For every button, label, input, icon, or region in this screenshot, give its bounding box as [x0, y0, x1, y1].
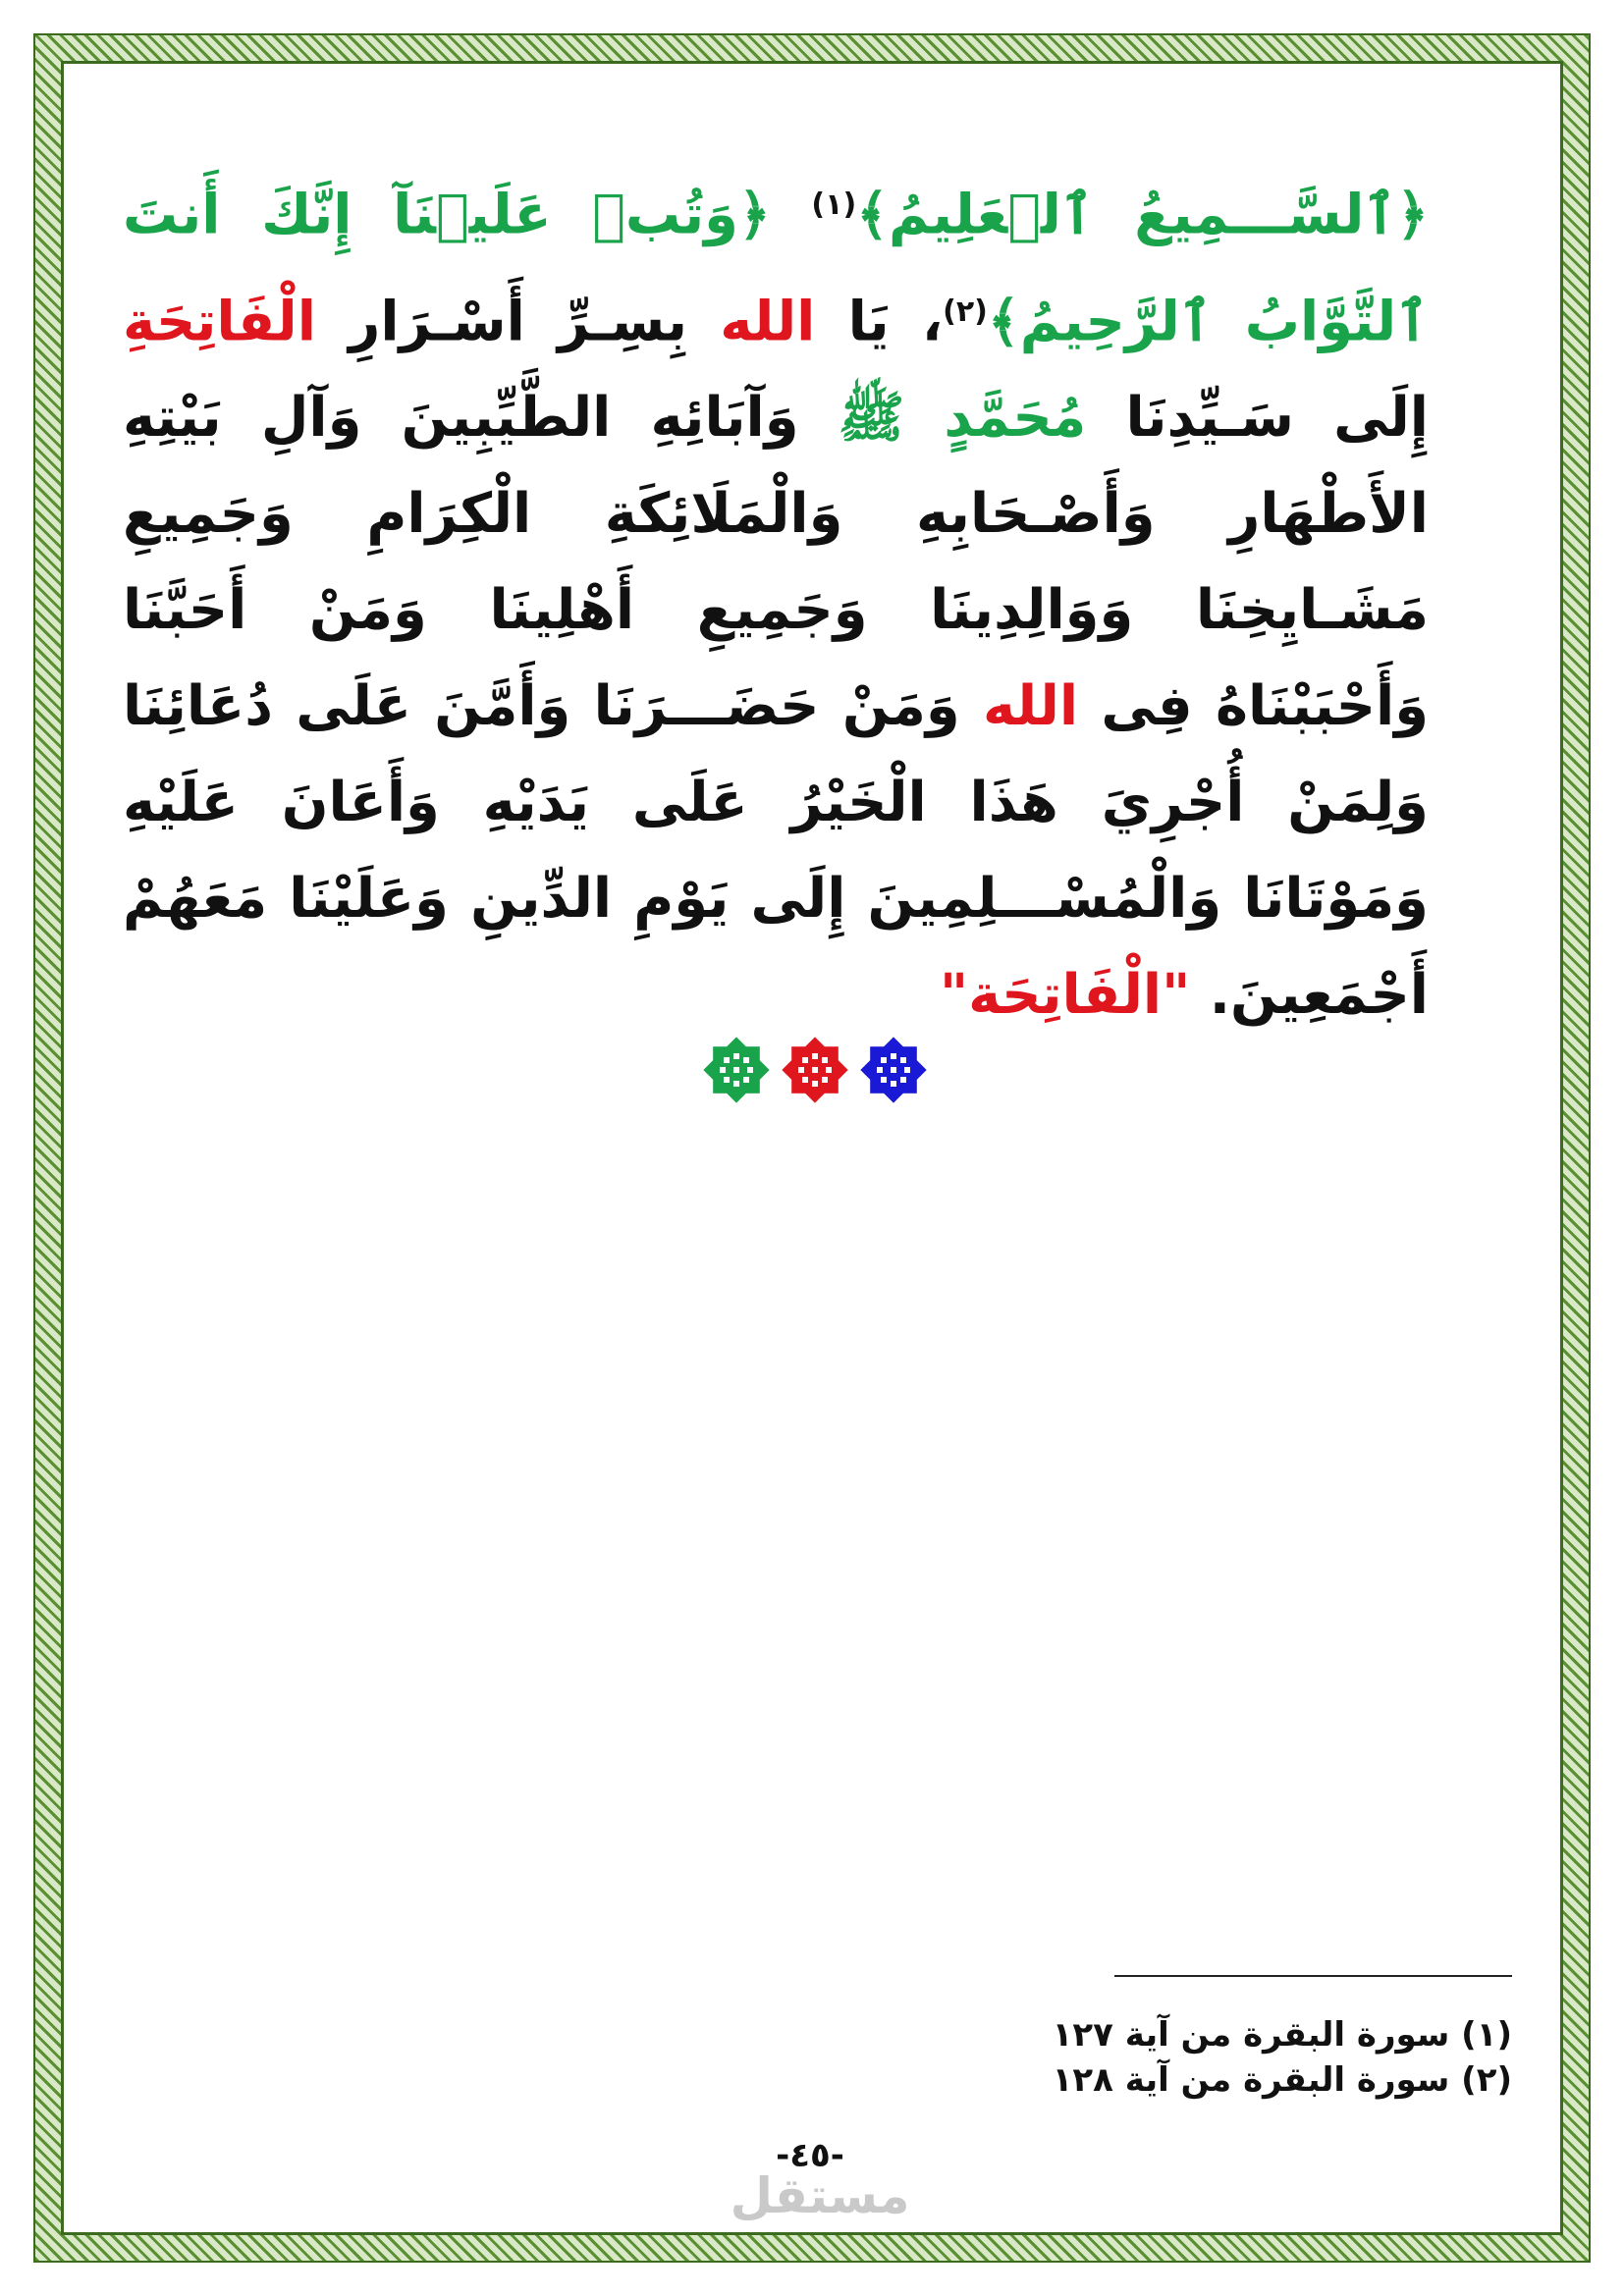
red-octagram-icon [782, 1037, 847, 1102]
verse-bracket-open-2: ﴿ [737, 183, 771, 247]
prayer-text [123, 157, 1429, 1043]
blue-octagram-icon [860, 1037, 926, 1102]
footnote-divider [1114, 1975, 1512, 1977]
closing-fatiha: "الْفَاتِحَة" [940, 963, 1191, 1028]
prayer-secret: بِسِـرِّ أَسْـرَارِ [349, 290, 688, 354]
page-number: -٤٥- [776, 2136, 844, 2175]
ornament-row [697, 1031, 933, 1109]
prayer-conclusion: وَمَنْ حَضَـــرَنَا وَأَمَّنَ عَلَى دُعَائِنَا وَلِمَنْ أُجْرِيَ هَذَا الْخَيْرُ عَلَى يَدَيْهِ وَأَعَانَ عَلَيْهِ وَمَوْتَانَا وَالْمُسْـــلِمِينَ إِلَى يَوْمِ الدِّينِ وَعَلَيْنَا مَعَهُمْ أَجْمَعِينَ. [123, 674, 1429, 1028]
footnote-1: (١) سورة البقرة من آية ١٢٧ [1052, 2015, 1512, 2055]
fatiha-word: الْفَاتِحَةِ [123, 290, 316, 354]
verse-bracket-close-2: ﴾ [987, 290, 1020, 354]
footnote-2: (٢) سورة البقرة من آية ١٢٨ [1052, 2060, 1512, 2100]
verse-ending: ٱلسَّـــمِيعُ ٱلۡعَلِيمُ [888, 183, 1397, 247]
prayer-to-master: إِلَى سَـيِّدِنَا [1125, 386, 1429, 451]
green-octagram-icon [703, 1037, 769, 1102]
verse-bracket-open: ﴿ [1396, 183, 1430, 247]
muhammad-name: مُحَمَّدٍ ﷺ [838, 386, 1087, 451]
prayer-body: وَآبَائِهِ الطَّيِّبِينَ وَآلِ بَيْتِهِ الأَطْهَارِ وَأَصْـحَابِهِ وَالْمَلَائِكَةِ الْكِرَامِ وَجَمِيعِ مَشَـايِخِنَا وَوَالِدِينَا وَجَمِيعِ أَهْلِينَا وَمَنْ أَحَبَّنَا وَأَحْبَبْنَاهُ فِى [123, 386, 1430, 739]
watermark-logo: مستقل [730, 2167, 910, 2224]
verse-bracket-close: ﴾ [856, 183, 889, 247]
footnotes [982, 2012, 1512, 2103]
footnote-ref-2: (٢) [943, 294, 988, 329]
verse-repentance: وَتُبۡ عَلَيۡنَآ إِنَّكَ أَنتَ ٱلتَّوَّابُ ٱلرَّحِيمُ [123, 183, 1430, 354]
allah-word: الله [720, 290, 816, 354]
footnote-ref-1: (١) [811, 187, 857, 222]
prayer-opening: ، يَا [847, 290, 944, 354]
allah-word-2: الله [983, 674, 1079, 739]
